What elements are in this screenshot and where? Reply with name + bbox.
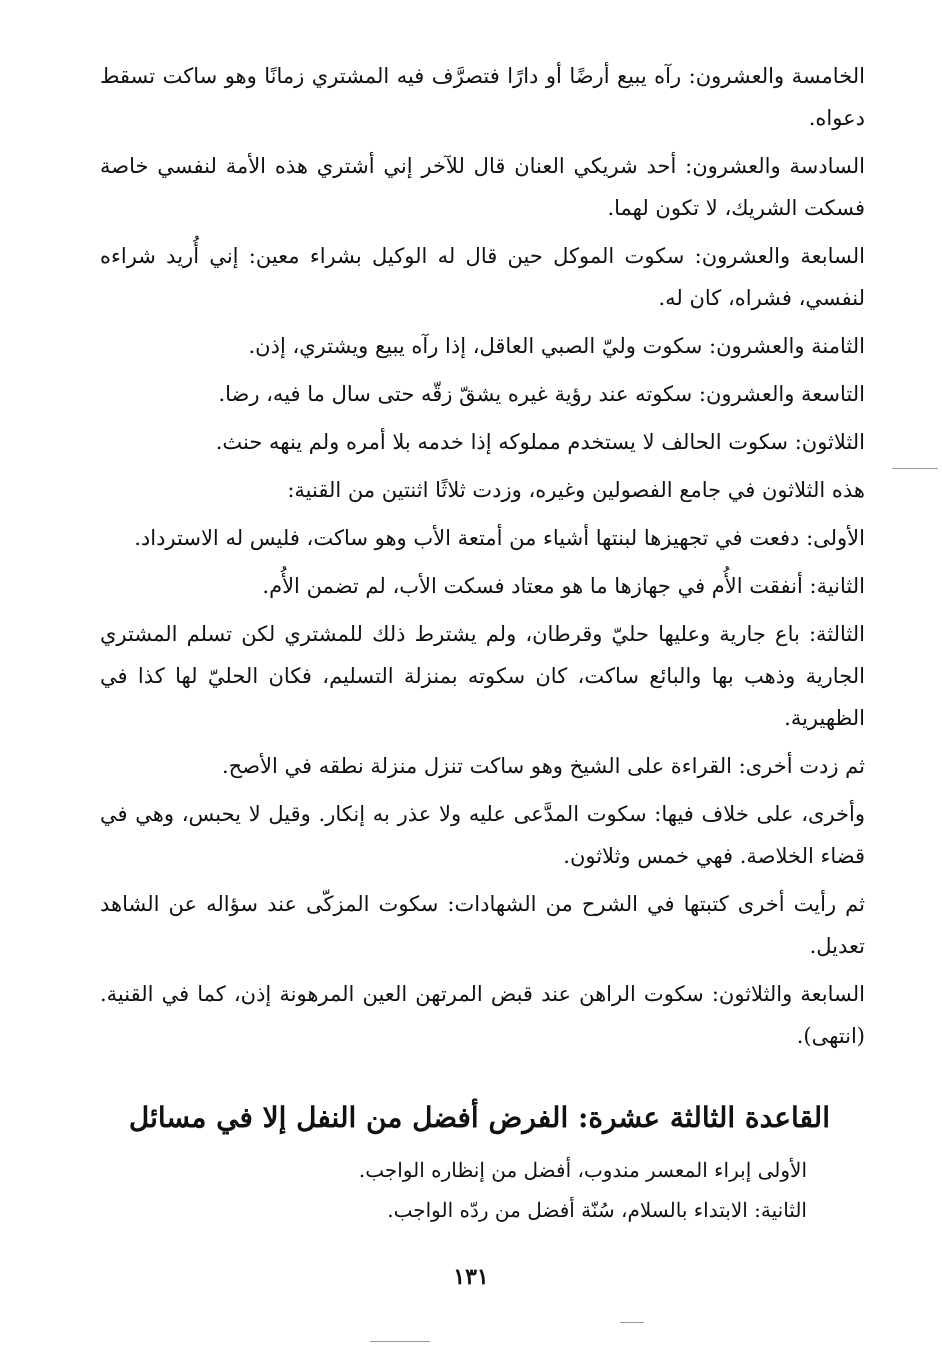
paragraph: السادسة والعشرون: أحد شريكي العنان قال للآخر إني أشتري هذه الأمة لنفسي خاصة فسكت الشريك، لا تكون لهما. [100,154,865,220]
page-number: ١٣١ [453,1264,489,1290]
paragraph: الثانية: أنفقت الأُم في جهازها ما هو معتاد فسكت الأب، لم تضمن الأُم. [262,574,865,598]
paragraph: الأولى إبراء المعسر مندوب، أفضل من إنظاره الواجب. [358,1158,807,1182]
main-text-block [100,55,865,1063]
margin-scan-mark [892,468,938,469]
paragraph: ثم رأيت أخرى كتبتها في الشرح من الشهادات: سكوت المزكّى عند سؤاله عن الشاهد تعديل. [100,892,865,958]
paragraph: السابعة والثلاثون: سكوت الراهن عند قبض المرتهن العين المرهونة إذن، كما في القنية. (انتهى). [100,982,865,1048]
paragraph: التاسعة والعشرون: سكوته عند رؤية غيره يشقّ زقّه حتى سال ما فيه، رضا. [218,382,865,406]
paragraph: السابعة والعشرون: سكوت الموكل حين قال له الوكيل بشراء معين: إني أُريد شراءه لنفسي، فشراه، كان له. [100,244,865,310]
paragraph: الأولى: دفعت في تجهيزها لبنتها أشياء من أمتعة الأب وهو ساكت، فليس له الاسترداد. [134,526,865,550]
paragraph: الثلاثون: سكوت الحالف لا يستخدم مملوكه إذا خدمه بلا أمره ولم ينهه حنث. [215,430,865,454]
paragraph: الثالثة: باع جارية وعليها حليّ وقرطان، ولم يشترط ذلك للمشتري لكن تسلم المشتري الجارية وذهب بها والبائع ساكت، كان سكوته بمنزلة التسليم، فكان الحليّ لها كذا في الظهيرية. [100,622,865,730]
paragraph: الثامنة والعشرون: سكوت وليّ الصبي العاقل، إذا رآه يبيع ويشتري، إذن. [248,334,865,358]
bottom-scan-mark [370,1341,430,1342]
bottom-scan-mark [620,1322,644,1323]
paragraph: الخامسة والعشرون: رآه يبيع أرضًا أو دارًا فتصرَّف فيه المشتري زمانًا وهو ساكت تسقط دعواه. [100,64,865,130]
paragraph: هذه الثلاثون في جامع الفصولين وغيره، وزدت ثلاثًا اثنتين من القنية: [287,478,865,502]
paragraph: الثانية: الابتداء بالسلام، سُنّة أفضل من ردّه الواجب. [387,1198,807,1222]
paragraph: ثم زدت أخرى: القراءة على الشيخ وهو ساكت تنزل منزلة نطقه في الأصح. [221,754,865,778]
paragraph: وأخرى، على خلاف فيها: سكوت المدَّعى عليه ولا عذر به إنكار. وقيل لا يحبس، وهي في قضاء الخلاصة. فهي خمس وثلاثون. [100,802,865,868]
section-heading: القاعدة الثالثة عشرة: الفرض أفضل من النفل إلا في مسائل [128,1101,830,1134]
after-heading-block [107,1150,807,1230]
